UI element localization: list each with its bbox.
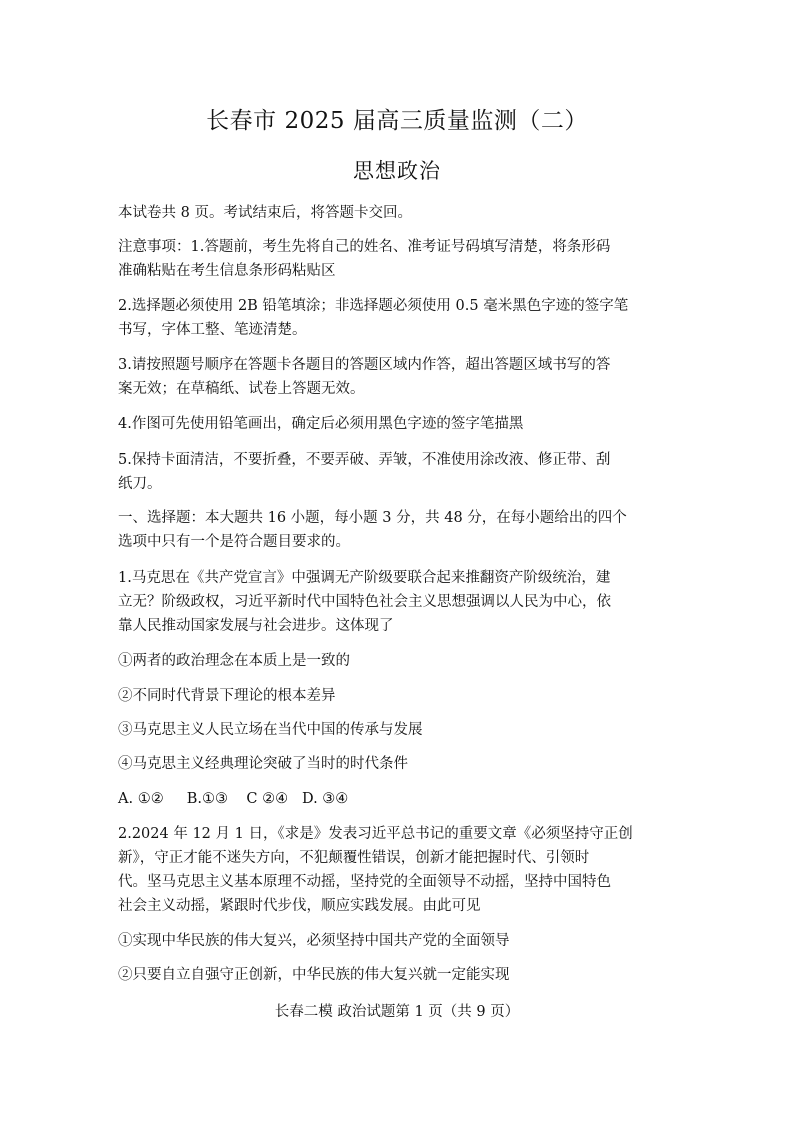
question-2-option-1: ①实现中华民族的伟大复兴，必须坚持中国共产党的全面领导: [118, 933, 510, 949]
question-1-answer-choices: A. ①② B.①③ C ②④ D. ③④: [118, 791, 349, 807]
notice-line: 5.保持卡面清洁，不要折叠，不要弄破、弄皱，不准使用涂改液、修正带、刮: [118, 452, 611, 468]
notice-line: 3.请按照题号顺序在答题卡各题目的答题区域内作答，超出答题区域书写的答: [118, 357, 611, 373]
notice-line: 案无效；在草稿纸、试卷上答题无效。: [118, 381, 365, 397]
question-1-line: 靠人民推动国家发展与社会进步。这体现了: [118, 618, 394, 634]
question-2-line: 代。坚马克思主义基本原理不动摇，坚持党的全面领导不动摇，坚持中国特色: [118, 874, 611, 890]
exam-title: 长春市 2025 届高三质量监测（二）: [206, 108, 588, 134]
notice-line: 书写，字体工整、笔迹清楚。: [118, 322, 307, 338]
section-heading-line: 一、选择题：本大题共 16 小题，每小题 3 分，共 48 分，在每小题给出的四个: [118, 510, 627, 526]
subject-title: 思想政治: [353, 159, 441, 183]
notice-line: 注意事项：1.答题前，考生先将自己的姓名、准考证号码填写清楚，将条形码: [118, 239, 611, 255]
question-1-option-1: ①两者的政治理念在本质上是一致的: [118, 653, 350, 669]
notice-line: 纸刀。: [118, 476, 162, 492]
page-footer: 长春二模 政治试题第 1 页（共 9 页）: [274, 1004, 520, 1020]
question-2-line: 2.2024 年 12 月 1 日，《求是》发表习近平总书记的重要文章《必须坚持守正创: [118, 826, 633, 842]
question-1-line: 立无？阶级政权，习近平新时代中国特色社会主义思想强调以人民为中心，依: [118, 594, 611, 610]
section-heading-line: 选项中只有一个是符合题目要求的。: [118, 534, 350, 550]
question-1-line: 1.马克思在《共产党宣言》中强调无产阶级要联合起来推翻资产阶级统治，建: [118, 570, 611, 586]
question-2-line: 新》，守正才能不迷失方向，不犯颠覆性错误，创新才能把握时代、引领时: [118, 850, 590, 866]
question-1-option-2: ②不同时代背景下理论的根本差异: [118, 688, 336, 704]
notice-line: 准确粘贴在考生信息条形码粘贴区: [118, 263, 336, 279]
question-1-option-4: ④马克思主义经典理论突破了当时的时代条件: [118, 756, 408, 772]
notice-line: 2.选择题必须使用 2B 铅笔填涂；非选择题必须使用 0.5 毫米黑色字迹的签字笔: [118, 298, 629, 314]
intro-line: 本试卷共 8 页。考试结束后，将答题卡交回。: [118, 205, 412, 221]
question-2-line: 社会主义动摇，紧跟时代步伐，顺应实践发展。由此可见: [118, 898, 481, 914]
question-1-option-3: ③马克思主义人民立场在当代中国的传承与发展: [118, 722, 423, 738]
notice-line: 4.作图可先使用铅笔画出，确定后必须用黑色字迹的签字笔描黑: [118, 416, 524, 432]
question-2-option-2: ②只要自立自强守正创新，中华民族的伟大复兴就一定能实现: [118, 967, 510, 983]
